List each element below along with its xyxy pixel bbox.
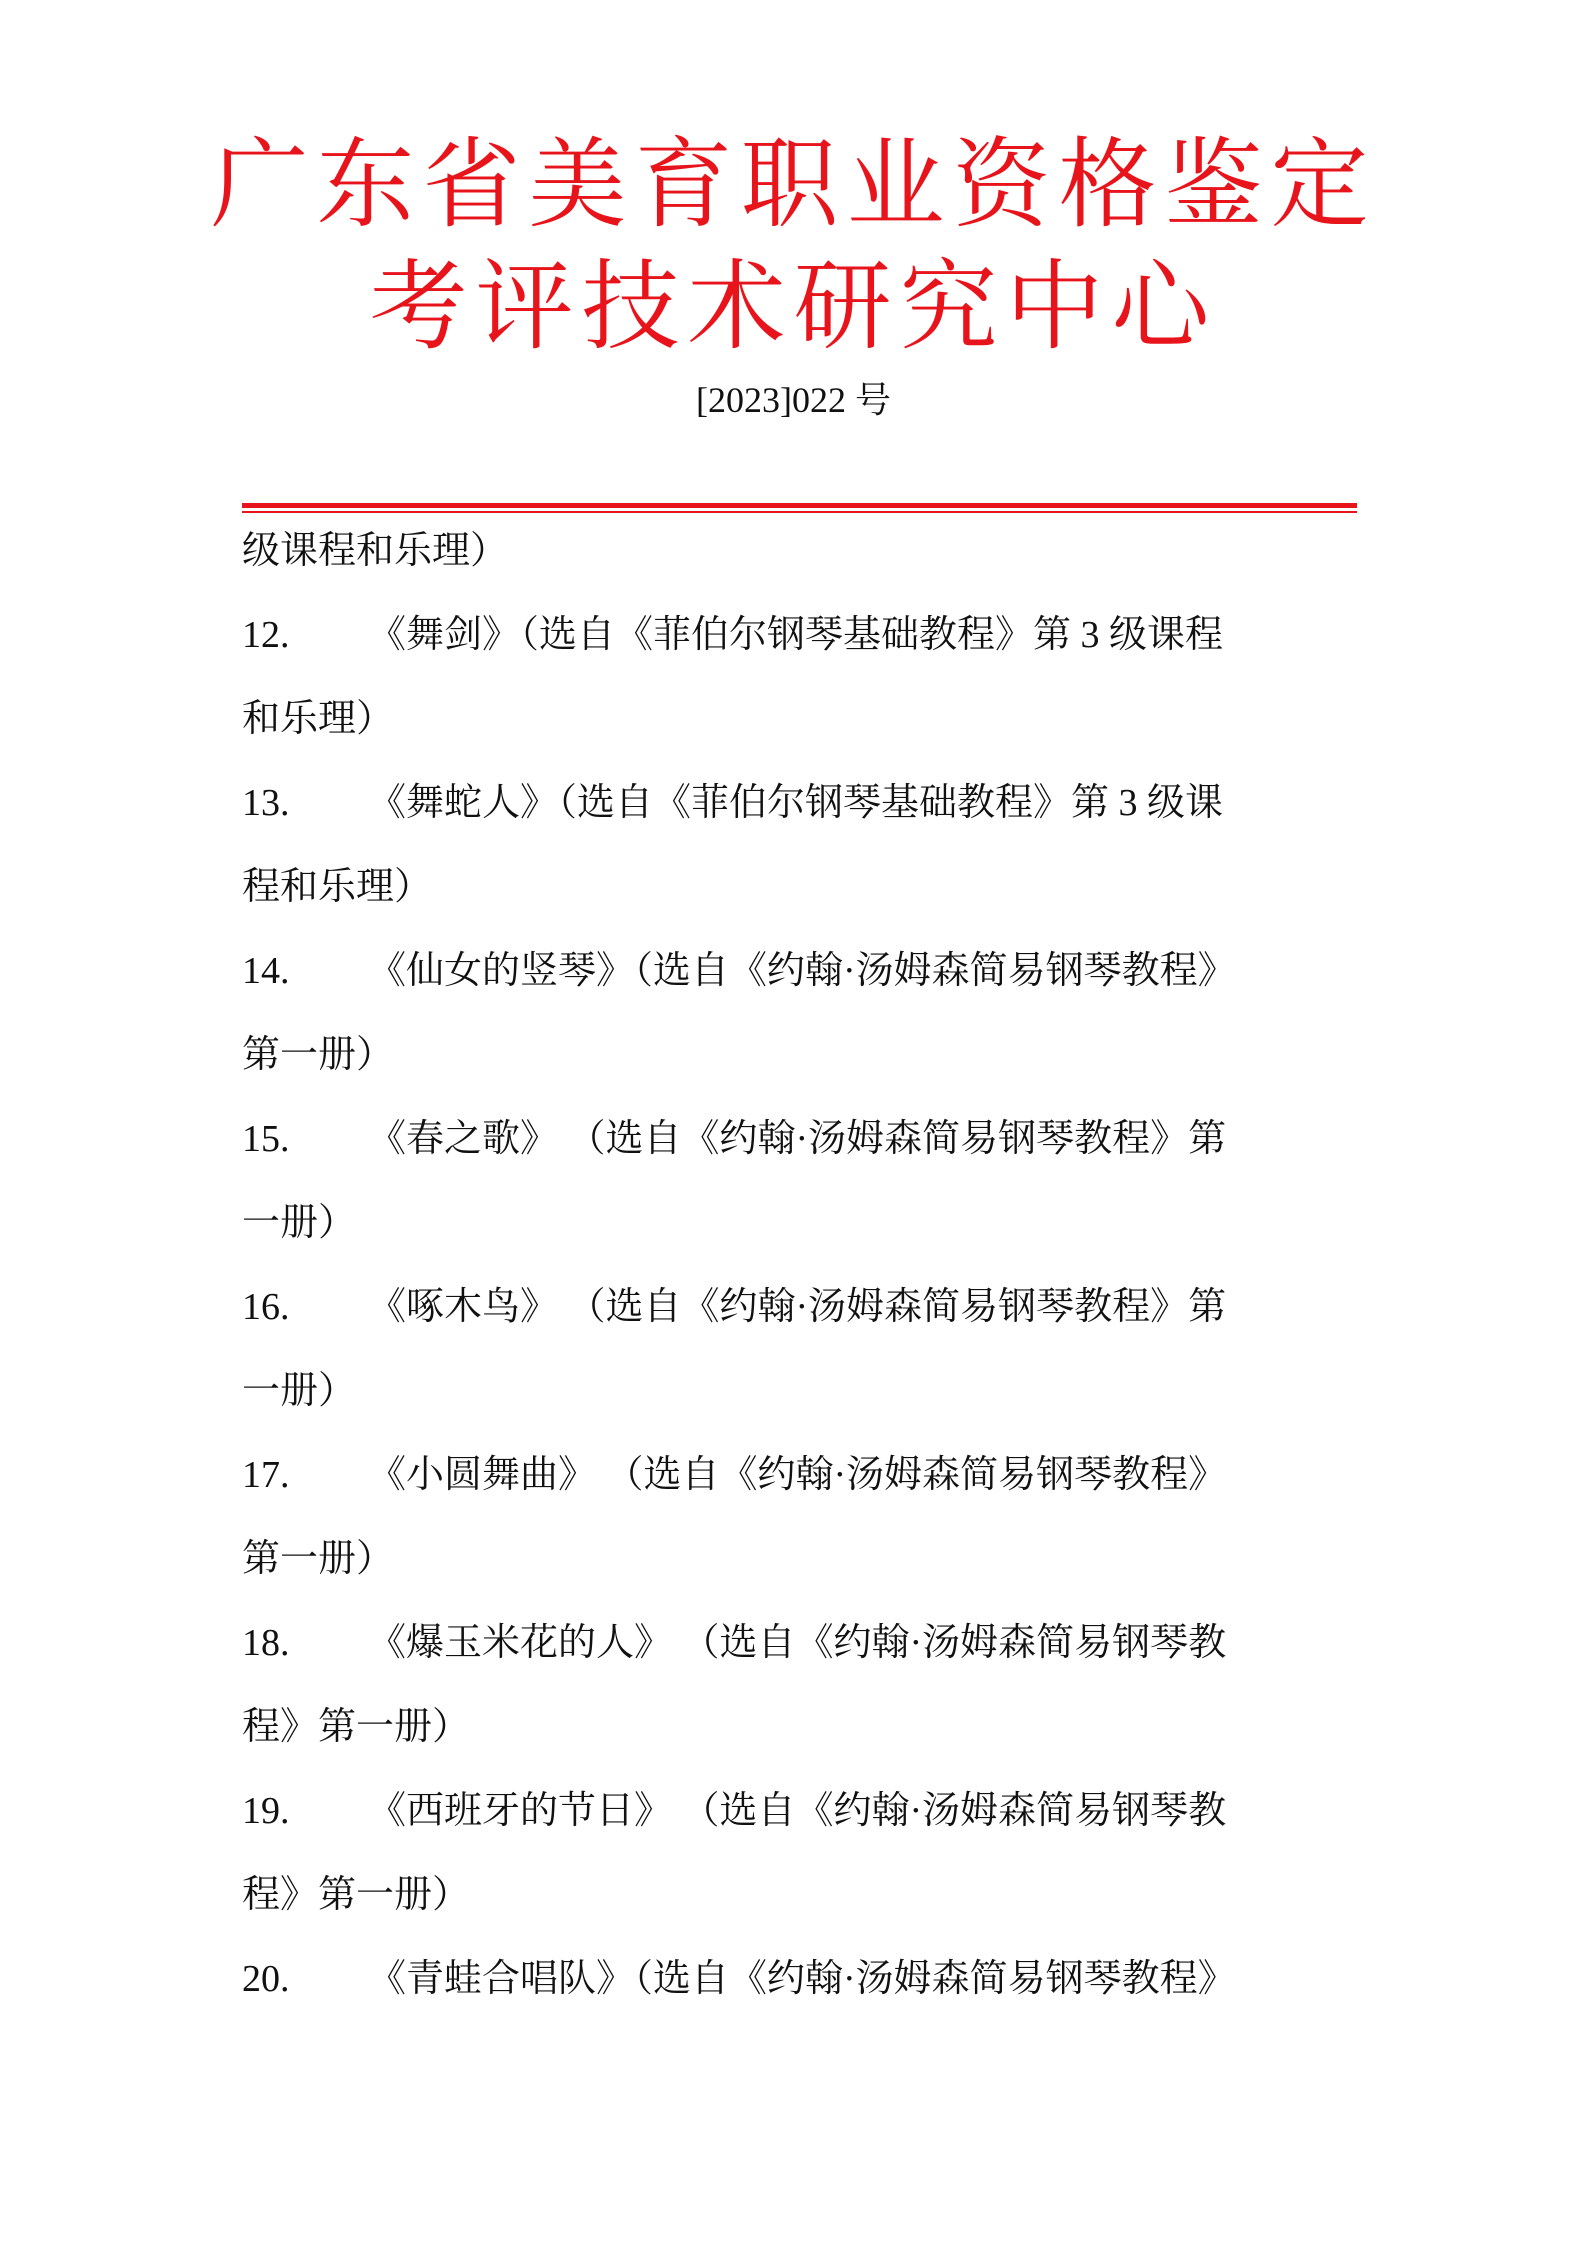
continuation-line: 级课程和乐理） <box>242 530 509 572</box>
list-item <box>242 761 1362 845</box>
document-number: [2023]022 号 <box>696 380 891 420</box>
list-item <box>242 1265 1362 1349</box>
list-item <box>242 1097 1362 1181</box>
org-title-line1: 广东省美育职业资格鉴定 <box>210 128 1377 242</box>
item-text-continuation: 一册） <box>242 1202 357 1244</box>
list-item <box>242 1769 1362 1853</box>
list-item <box>242 929 1362 1013</box>
item-text: 《仙女的竖琴》（选自《约翰·汤姆森简易钢琴教程》 <box>368 950 1236 992</box>
item-number: 15. <box>242 1118 290 1160</box>
list-item <box>242 1601 1362 1685</box>
item-text: 《舞剑》（选自《菲伯尔钢琴基础教程》第 3 级课程 <box>368 614 1224 656</box>
document-body <box>242 509 1362 2021</box>
item-number: 20. <box>242 1958 290 2000</box>
item-text: 《春之歌》 （选自《约翰·汤姆森简易钢琴教程》第 <box>368 1118 1227 1160</box>
item-text: 《西班牙的节日》 （选自《约翰·汤姆森简易钢琴教 <box>368 1790 1227 1832</box>
item-text: 《舞蛇人》（选自《菲伯尔钢琴基础教程》第 3 级课 <box>368 782 1224 824</box>
list-item <box>242 1937 1362 2021</box>
item-text-continuation: 程》第一册） <box>242 1706 471 1748</box>
header-divider-thick <box>242 503 1357 508</box>
item-text-continuation: 程》第一册） <box>242 1874 471 1916</box>
item-number: 18. <box>242 1622 290 1664</box>
list-item <box>242 593 1362 677</box>
item-number: 17. <box>242 1454 290 1496</box>
item-number: 14. <box>242 950 290 992</box>
item-text: 《爆玉米花的人》 （选自《约翰·汤姆森简易钢琴教 <box>368 1622 1227 1664</box>
item-text-continuation: 程和乐理） <box>242 866 433 908</box>
list-item <box>242 1433 1362 1517</box>
item-text-continuation: 第一册） <box>242 1034 395 1076</box>
item-text-continuation: 一册） <box>242 1370 357 1412</box>
item-text: 《小圆舞曲》 （选自《约翰·汤姆森简易钢琴教程》 <box>368 1454 1227 1496</box>
org-title-line2: 考评技术研究中心 <box>369 250 1218 364</box>
item-text: 《青蛙合唱队》（选自《约翰·汤姆森简易钢琴教程》 <box>368 1958 1236 2000</box>
item-text: 《啄木鸟》 （选自《约翰·汤姆森简易钢琴教程》第 <box>368 1286 1227 1328</box>
item-number: 19. <box>242 1790 290 1832</box>
item-number: 13. <box>242 782 290 824</box>
item-text-continuation: 和乐理） <box>242 698 395 740</box>
item-number: 12. <box>242 614 290 656</box>
item-number: 16. <box>242 1286 290 1328</box>
item-text-continuation: 第一册） <box>242 1538 395 1580</box>
